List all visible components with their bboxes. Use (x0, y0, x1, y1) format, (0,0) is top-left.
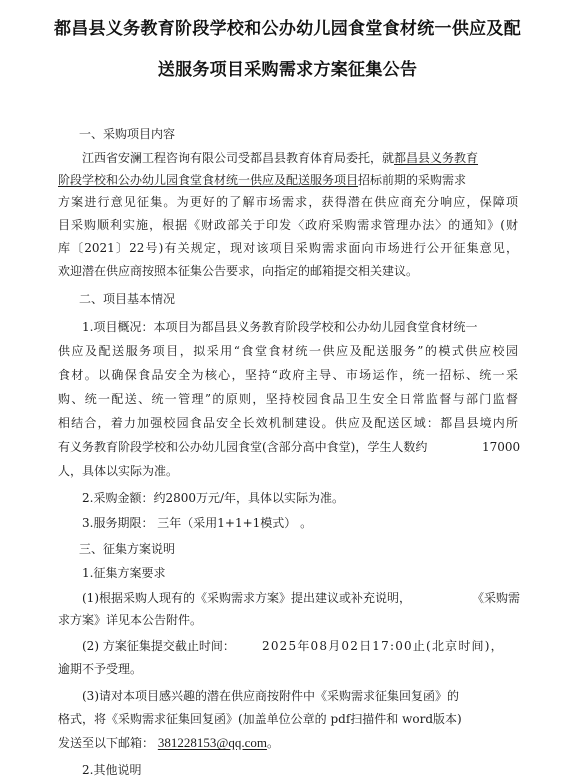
section-1-line-6: 欢迎潜在供应商按照本征集公告要求，向指定的邮箱提交相关建议。 (58, 264, 419, 278)
page-title-line-1: 都昌县义务教育阶段学校和公办幼儿园食堂食材统一供应及配 (53, 19, 522, 39)
item-2-line-2: 逾期不予受理。 (58, 662, 143, 676)
section-2-line-7: 人，具体以实际为准。 (58, 464, 179, 478)
email-link[interactable]: 381228153@qq.com (157, 735, 267, 750)
paragraph-text: 招标前期的采购需求 (358, 173, 467, 187)
item-3-line-3 (58, 735, 279, 751)
paragraph-text: 江西省安澜工程咨询有限公司受都昌县教育体育局委托，就 (82, 151, 395, 165)
section-1-line-2 (58, 172, 466, 188)
subsection-1-heading: 1.征集方案要求 (82, 566, 166, 580)
section-3-heading: 三、征集方案说明 (79, 542, 176, 556)
paragraph-text: (2) 方案征集提交截止时间： (82, 639, 235, 653)
procurement-amount: 2.采购金额：约2800万元/年，具体以实际为准。 (82, 491, 345, 505)
project-name-underlined: 都昌县义务教育 (394, 151, 479, 165)
section-2-line-5: 相结合，着力加强校园食品安全长效机制建设。供应及配送区域：都昌县境内所 (58, 416, 518, 430)
paragraph-text: 发送至以下邮箱： (58, 736, 155, 750)
section-2-line-4: 购、统一配送、统一管理”的原则，坚持校园食品卫生安全日常监督与部门监督 (58, 392, 518, 406)
item-1-line-2: 求方案》详见本公告附件。 (58, 613, 203, 627)
section-2-line-6 (58, 439, 427, 455)
section-2-line-1: 1.项目概况：本项目为都昌县义务教育阶段学校和公办幼儿园食堂食材统一 (82, 320, 478, 334)
section-1-line-3: 方案进行意见征集。为更好的了解市场需求，获得潜在供应商充分响应，保障项 (58, 195, 518, 209)
section-1-line-4: 目采购顺利实施，根据《财政部关于印发〈政府采购需求管理办法〉的通知》(财 (58, 218, 518, 232)
section-2-line-2: 供应及配送服务项目，拟采用“食堂食材统一供应及配送服务”的模式供应校园 (58, 344, 518, 358)
item-3-line-1: (3)请对本项目感兴趣的潜在供应商按附件中《采购需求征集回复函》的 (82, 689, 460, 703)
page-title-line-2: 送服务项目采购需求方案征集公告 (157, 60, 418, 80)
item-1-line-1: (1)根据采购人现有的《采购需求方案》提出建议或补充说明， (82, 591, 412, 605)
item-2-line-1 (82, 638, 235, 654)
section-1-heading: 一、采购项目内容 (79, 127, 176, 141)
item-1-line-1-tail: 《采购需 (472, 591, 521, 605)
paragraph-text: 。 (266, 736, 279, 750)
item-3-line-2: 格式，将《采购需求征集回复函》(加盖单位公章的 pdf扫描件和 word版本) (58, 712, 462, 726)
student-count: 17000 (482, 440, 521, 454)
service-period: 3.服务期限： 三年（采用1+1+1模式） 。 (82, 516, 313, 530)
paragraph-text: 有义务教育阶段学校和公办幼儿园食堂(含部分高中食堂)，学生人数约 (58, 440, 428, 454)
section-2-line-3: 食材。以确保食品安全为核心，坚持“政府主导、市场运作，统一招标、统一采 (58, 368, 518, 382)
project-name-underlined: 阶段学校和公办幼儿园食堂食材统一供应及配送服务项目 (58, 173, 359, 187)
section-1-line-1 (82, 150, 478, 166)
section-1-line-5: 库〔2021〕22号)有关规定，现对该项目采购需求面向市场进行公开征集意见， (58, 241, 518, 255)
deadline-datetime: 2025年08月02日17:00止(北京时间)， (262, 639, 504, 653)
section-2-heading: 二、项目基本情况 (79, 292, 176, 306)
subsection-2-heading: 2.其他说明 (82, 763, 142, 777)
